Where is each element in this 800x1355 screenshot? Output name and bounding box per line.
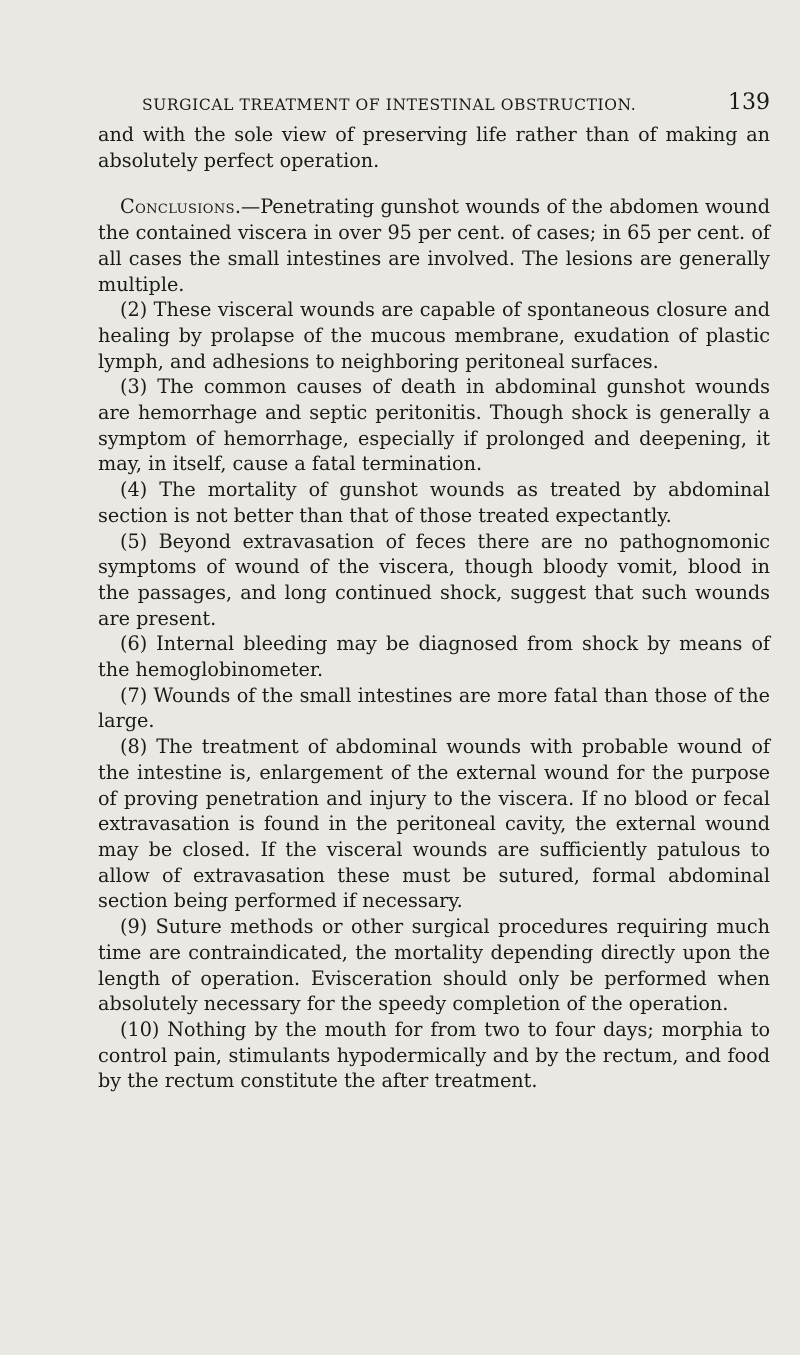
conclusion-8: (8) The treatment of abdominal wounds with probable wound of the intestine is, enlargement of the external wound for the purpose of proving penetration and injury to the viscera. If no blood or fecal extravasation is found in the peritoneal cavity, the external wound may be closed. If the visceral wounds are sufficiently patulous to allow of extravasation these must be sutured, formal abdominal section being performed if necessary. [98, 735, 770, 913]
running-header [98, 74, 770, 115]
conclusion-3: (3) The common causes of death in abdominal gunshot wounds are hemorrhage and septic peritonitis. Though shock is generally a symptom of hemorrhage, especially if prolonged and deepening, it may, in itself, cause a fatal termination. [98, 375, 770, 476]
conclusion-7: (7) Wounds of the small intestines are more fatal than those of the large. [98, 683, 770, 733]
conclusion-1 [98, 194, 770, 297]
conclusion-2: (2) These visceral wounds are capable of spontaneous closure and healing by prolapse of the mucous membrane, exudation of plastic lymph, and adhesions to neighboring peritoneal surfaces. [98, 298, 770, 373]
conclusion-10: (10) Nothing by the mouth for from two to four days; morphia to control pain, stimulants hypodermically and by the rectum, and food by the rectum constitute the after treatment. [98, 1017, 770, 1093]
body-text [98, 122, 770, 1094]
intro-paragraph: and with the sole view of preserving life rather than of making an absolutely perfect operation. [98, 123, 770, 172]
heading-separator: .— [234, 195, 261, 219]
conclusions-heading: Conclusions [120, 195, 235, 219]
conclusion-6: (6) Internal bleeding may be diagnosed from shock by means of the hemoglobinometer. [98, 632, 770, 682]
conclusion-4: (4) The mortality of gunshot wounds as treated by abdominal section is not better than that of those treated expectantly. [98, 478, 770, 527]
running-title: SURGICAL TREATMENT OF INTESTINAL OBSTRUCTION. [142, 96, 637, 114]
conclusion-1-text: Penetrating gunshot wounds of the abdomen wound the contained viscera in over 95 per cent. of cases; in 65 per cent. of all cases the small intestines are involved. The lesions are generally multiple. [98, 195, 770, 296]
page-number: 139 [728, 90, 770, 115]
conclusion-5: (5) Beyond extravasation of feces there are no pathognomonic symptoms of wound of the viscera, though bloody vomit, blood in the passages, and long continued shock, suggest that such wounds are present. [98, 529, 770, 630]
conclusion-9: (9) Suture methods or other surgical procedures requiring much time are contraindicated, the mortality depending directly upon the length of operation. Evisceration should only be performed when absolutely necessary for the speedy completion of the operation. [98, 915, 770, 1016]
